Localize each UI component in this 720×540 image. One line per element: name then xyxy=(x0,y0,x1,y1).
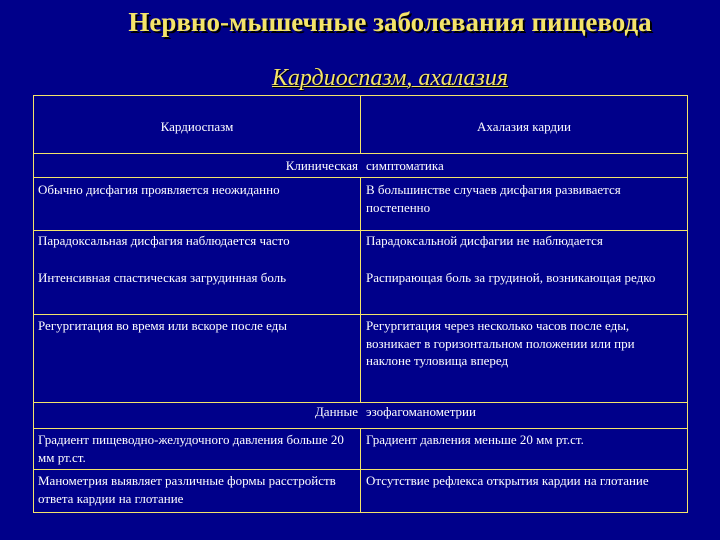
table-cell: Отсутствие рефлекса открытия кардии на глотание xyxy=(366,473,649,488)
page-subtitle: Кардиоспазм, ахалазия xyxy=(271,65,509,91)
column-header-achalasia: Ахалазия кардии xyxy=(477,119,571,134)
table-cell: Регургитация во время или вскоре после еды xyxy=(38,318,288,333)
table-cell: Манометрия выявляет различные формы расстройств ответа кардии на глотание xyxy=(38,473,336,506)
table-divider xyxy=(360,428,361,513)
section-title-left: Клиническая xyxy=(285,158,358,173)
table-cell: Парадоксальной дисфагии не наблюдается xyxy=(366,233,603,248)
section-title-left: Данные xyxy=(314,404,358,419)
table-cell: В большинстве случаев дисфагия развивается постепенно xyxy=(366,182,621,215)
table-cell: Градиент давления меньше 20 мм рт.ст. xyxy=(366,432,584,447)
table-cell: Распирающая боль за грудиной, возникающая редко xyxy=(366,270,656,285)
table-cell: Обычно дисфагия проявляется неожиданно xyxy=(38,182,280,197)
table-divider xyxy=(360,177,361,402)
table-cell: Интенсивная спастическая загрудинная боль xyxy=(38,270,287,285)
section-title-right: симптоматика xyxy=(366,158,444,173)
column-header-cardiospasm: Кардиоспазм xyxy=(160,119,234,134)
comparison-table xyxy=(33,95,688,513)
table-cell: Парадоксальная дисфагия наблюдается часто xyxy=(38,233,290,248)
page-title: Нервно-мышечные заболевания пищевода xyxy=(128,7,652,37)
section-title-right: эзофагоманометрии xyxy=(366,404,476,419)
table-cell: Градиент пищеводно-желудочного давления больше 20 мм рт.ст. xyxy=(38,432,344,465)
table-divider xyxy=(34,402,687,403)
table-divider xyxy=(34,153,687,154)
table-cell: Регургитация через несколько часов после еды, возникает в горизонтальном положении или при наклоне туловища вперед xyxy=(366,318,635,368)
